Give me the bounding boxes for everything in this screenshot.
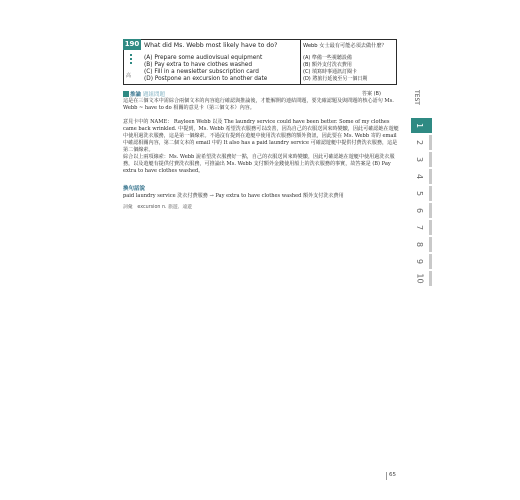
explanation-paragraph-1: 這是在三個文本中需綜合兩個文本的內容進行確認與推論後，才能解開的連結問題，要先確認題及與問題的核心語句 Ms. Webb ~ have to do 相關的意見卡（第三個文本）內容。: [123, 98, 394, 111]
side-tab-9[interactable]: 9: [415, 258, 425, 265]
option-b: (B) Pay extra to have clothes washed: [144, 62, 253, 68]
side-tab-6[interactable]: 6: [415, 207, 425, 214]
side-tab-marker: [429, 203, 432, 218]
side-tab-marker: [429, 254, 432, 269]
paraphrase-text: paid laundry service 洗衣付費服務 → Pay extra to have clothes washed 額外支付洗衣費用: [123, 193, 344, 199]
side-tab-marker: [429, 118, 432, 133]
option-a: (A) Prepare some audiovisual equipment: [144, 55, 263, 61]
side-tab-marker: [429, 152, 432, 167]
option-d-zh: (D) 將旅行延後至另一個日期: [303, 76, 368, 82]
question-dots-icon: [130, 54, 133, 66]
side-tab-7[interactable]: 7: [415, 224, 425, 231]
vocabulary-note: 詞彙 excursion n. 旅遊、遠遊: [123, 205, 193, 210]
answer-label: 答案 (B): [362, 91, 381, 97]
explanation-paragraph-2: 意見卡中的 NAME： Rayleen Webb 以及 The laundry service could have been better. Some of my clothes came back wrinkled. 中提到，Ms. Webb 希望洗衣服務可以改善，因為自己的衣服送回來時變皺，因此可確認她在遊艇中使用過洗衣服務，這是第一個線索。不過沒有提到在遊艇中使用洗衣服務的額外資訊，因此要在 Ms. Webb 寄的 email 中確認相關內容，第二個文本的 email 中的 It also has a paid laundry service 可確認遊艇中提供付費洗衣服務，這是第二個線索。: [123, 119, 399, 153]
explanation-paragraph-3: 綜合以上兩項線索：Ms. Webb 說希望洗衣服務好一點，自己的衣服送回來時變皺，因此可確認她在遊艇中使用過洗衣服務，以及遊艇有提供付費洗衣服務，可推論出 Ms. Webb 支付額外金錢使用船上的洗衣服務的事實，故答案是 (B) Pay extra to have clothes washed。: [123, 154, 395, 174]
question-title: What did Ms. Webb most likely have to do?: [144, 42, 278, 49]
explanation-heading: 推論 題組問題: [123, 90, 165, 98]
option-d: (D) Postpone an excursion to another date: [144, 76, 268, 82]
side-tab-4[interactable]: 4: [415, 173, 425, 180]
option-a-zh: (A) 準備一些視聽設備: [303, 55, 352, 61]
question-difficulty-mark: 高: [126, 73, 132, 79]
option-b-zh: (B) 額外支付洗衣費用: [303, 62, 352, 68]
question-number: 190: [124, 40, 140, 48]
page-number-divider: [386, 472, 387, 480]
side-tab-marker: [429, 237, 432, 252]
side-tab-10[interactable]: 10: [415, 273, 425, 284]
side-tab-marker: [429, 186, 432, 201]
side-tab-3[interactable]: 3: [415, 156, 425, 163]
side-tab-marker: [429, 271, 432, 286]
side-tab-1[interactable]: 1: [411, 118, 429, 133]
option-c-zh: (C) 填寫時事通訊訂閱卡: [303, 69, 357, 75]
side-tab-marker: [429, 135, 432, 150]
paraphrase-heading: 換句話說: [123, 186, 146, 192]
side-tab-2[interactable]: 2: [415, 139, 425, 146]
page-number: 65: [389, 472, 396, 478]
option-c: (C) Fill in a newsletter subscription card: [144, 69, 259, 75]
question-divider: [300, 40, 301, 84]
question-title-zh: Webb 女士最有可能必須去做什麼？: [303, 43, 387, 49]
heading-square-icon: [123, 91, 129, 97]
side-tab-marker: [429, 220, 432, 235]
side-tab-label: TEST: [413, 90, 420, 105]
explanation-subheading: 題組問題: [143, 92, 166, 98]
side-tab-marker: [429, 169, 432, 184]
side-tab-5[interactable]: 5: [415, 190, 425, 197]
side-tab-8[interactable]: 8: [415, 241, 425, 248]
